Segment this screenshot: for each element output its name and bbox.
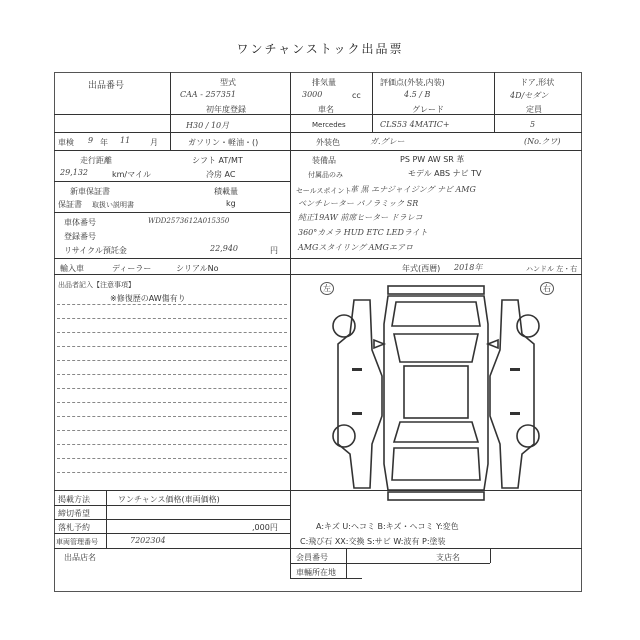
right-side-body [490,300,534,488]
mileage-label: 走行距離 [80,156,112,165]
chassis-number-value: WDD2573612A015350 [148,217,230,225]
fuel-label: ガソリン・軽油・() [188,138,259,147]
windshield [394,334,478,362]
door-value: 4D/セダン [510,91,549,100]
exterior-color-code: (No.クワ) [524,137,561,146]
diagram-right-label: 右 [540,282,554,295]
top-view-body [384,296,488,490]
grid-line [54,132,582,133]
grid-line [54,258,582,259]
grid-line [494,72,495,132]
engine-label: 排気量 [312,78,336,87]
capacity-label: 積載量 [214,187,238,196]
grid-line [54,181,290,182]
model-year-value: 2018年 [454,263,483,272]
grid-line [372,72,373,132]
import-car-label: 輸入車 [60,264,84,273]
roof [404,366,468,418]
chassis-number-label: 車体番号 [64,218,96,227]
grid-line [490,548,491,563]
listing-method-value: ワンチャンス価格(車両価格) [118,495,220,504]
door-handle [510,412,520,415]
serial-number-label: シリアルNo [176,264,219,273]
wheel-rear-left [333,425,355,447]
car-name-value: Mercedes [312,121,346,129]
damage-legend-line-2: C:飛び石 XX:交換 S:サビ W:波有 P:塗装 [300,537,446,546]
grid-line [54,519,290,520]
first-registration-label: 初年度登録 [206,105,246,114]
grid-line [54,548,582,549]
engine-value: 3000 [302,90,323,99]
grid-line [290,72,291,274]
inspection-year: 9 [88,136,94,145]
deadline-label: 締切希望 [58,509,90,518]
lot-number-label: 出品番号 [88,81,125,91]
hood [392,302,480,326]
grid-line [346,548,347,578]
registration-number-label: 登録番号 [64,232,96,241]
car-name-label: 車名 [318,105,334,114]
recycle-deposit-unit: 円 [270,246,278,255]
grid-line [290,578,362,579]
grid-line [170,72,171,150]
grade-eval-value: 4.5 / B [404,90,431,99]
first-registration-value: H30 / 10月 [186,121,230,130]
grade-label: グレード [412,105,444,114]
mirror-left [374,340,384,348]
selling-point-3: 純正19AW 前席ヒーター ドラレコ [298,213,423,222]
inspection-label: 車検 [58,138,74,147]
exterior-color-label: 外装色 [316,138,340,147]
door-handle [352,368,362,371]
price-unit: ,000円 [252,523,278,532]
dealer-label: ディーラー [112,264,152,273]
rear-window [394,422,478,442]
seats-label: 定員 [526,105,542,114]
ac-label: 冷房 AC [206,170,236,179]
inspection-month: 11 [120,136,131,145]
recycle-deposit-label: リサイクル預託金 [64,246,127,255]
damage-legend-line-1: A:キズ U:ヘコミ B:キズ・ヘコミ Y:変色 [316,522,459,531]
vehicle-location-label: 車輛所在地 [296,568,336,577]
mileage-unit: km/マイル [112,170,151,179]
grid-line [290,563,490,564]
trunk [392,448,480,480]
wheel-rear-right [517,425,539,447]
grid-line [54,150,582,151]
engine-unit: cc [352,91,361,100]
equipment-line-2: モデル ABS ナビ TV [408,169,482,178]
grid-line [54,274,582,275]
year-label: 年 [100,138,108,147]
selling-points-label: セールスポイント [296,187,352,195]
selling-point-1: 革 黒 エナジャイジング ナビ AMG [350,185,476,194]
selling-point-4: 360°カメラ HUD ETC LEDライト [298,228,428,237]
new-car-warranty-label: 新車保証書 [70,187,110,196]
month-label: 月 [150,138,158,147]
grid-line [54,533,290,534]
grid-line [54,212,290,213]
reservation-label: 落札予約 [58,523,90,532]
door-handle [352,412,362,415]
exterior-color-value: ガ.グレー [370,137,405,146]
grade-eval-label: 評価点(外装,内装) [380,78,445,87]
listing-method-label: 掲載方法 [58,495,90,504]
grid-line [54,505,290,506]
grid-line [290,274,291,548]
warranty-label: 保証書 [58,200,82,209]
management-number-label: 車両管理番号 [56,538,98,546]
equipment-label: 装備品 [312,156,336,165]
grid-line [290,548,291,578]
recycle-deposit-value: 22,940 [210,244,238,253]
handle-label: ハンドル 左・右 [526,265,578,273]
member-number-label: 会員番号 [296,553,328,562]
grid-line [106,490,107,548]
front-bumper-view [388,286,484,294]
grade-value: CLS53 4MATIC+ [380,120,450,129]
seller-name-label: 出品店名 [64,553,96,562]
door-label: ドア,形状 [520,78,555,87]
seats-value: 5 [530,120,536,129]
model-year-label: 年式(西暦) [402,264,441,273]
door-handle [510,368,520,371]
mileage-value: 29,132 [60,168,88,177]
equipment-line-1: PS PW AW SR 革 [400,155,465,164]
equipment-extra: 付属品のみ [308,171,343,179]
left-side-body [338,300,382,488]
model-value: CAA - 257351 [180,90,237,99]
capacity-unit: kg [226,199,236,208]
branch-name-label: 支店名 [436,553,460,562]
manual-label: 取扱い説明書 [92,201,134,209]
selling-point-2: ベンチレーター パノラミック SR [298,199,419,208]
notes-line-1: ※修復歴のAW傷有り [110,294,186,303]
management-number-value: 7202304 [130,536,166,545]
sheet-title: ワンチャンストック出品票 [236,42,404,56]
shift-label: シフト AT/MT [192,156,243,165]
mirror-right [488,340,498,348]
notes-header: 出品者記入【注意事項】 [58,281,135,289]
selling-point-5: AMGスタイリング AMGエアロ [298,243,413,252]
rear-bumper-view [388,492,484,500]
model-label: 型式 [220,78,236,87]
diagram-left-label: 左 [320,282,334,295]
car-diagram [292,284,580,504]
